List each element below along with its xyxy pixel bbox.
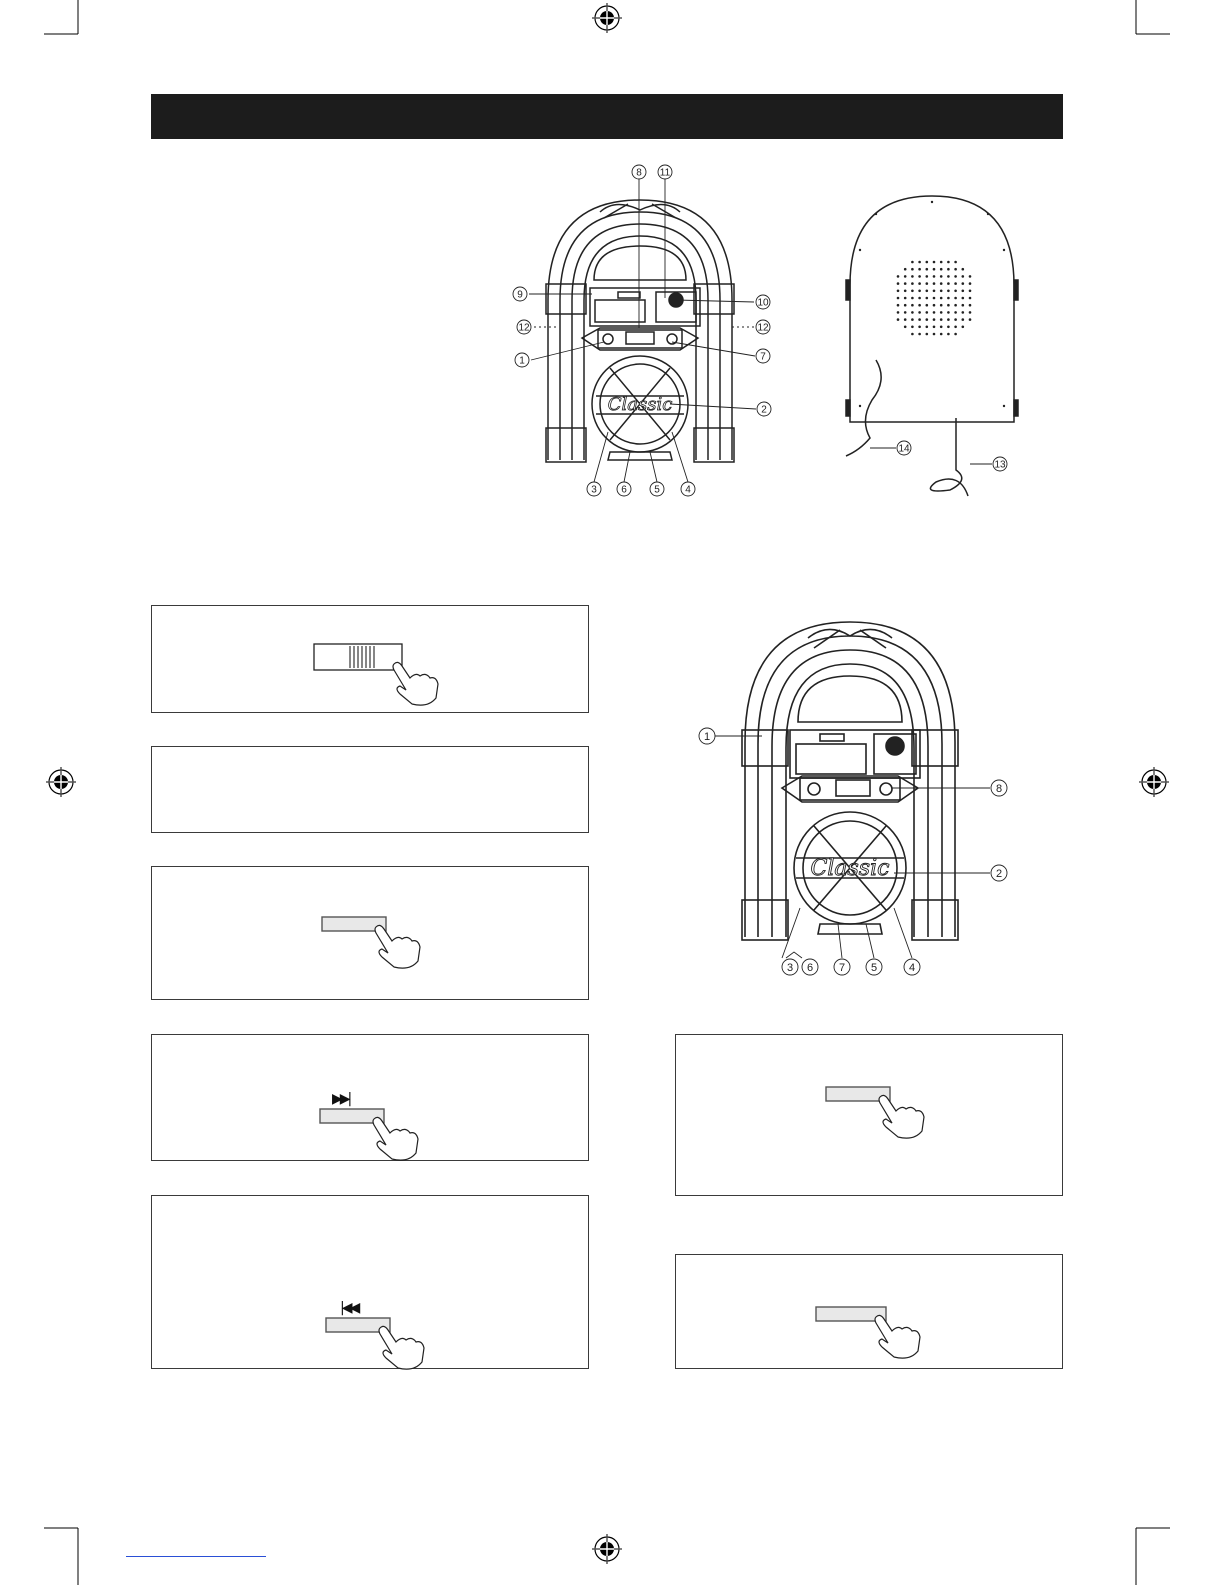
grille-dot	[962, 268, 965, 271]
grille-dot	[940, 311, 943, 314]
grille-dot	[904, 318, 907, 321]
grille-dot	[926, 268, 929, 271]
grille-dot	[911, 268, 914, 271]
blank-panel	[151, 746, 589, 833]
button-press-panel-1	[151, 866, 589, 1000]
grille-dot	[904, 326, 907, 329]
grille-dot	[933, 297, 936, 300]
grille-dot	[954, 275, 957, 278]
grille-dot	[918, 282, 921, 285]
grille-dot	[962, 326, 965, 329]
grille-dot	[926, 311, 929, 314]
grille-dot	[962, 318, 965, 321]
callout-label: 7	[760, 351, 766, 363]
callout-label: 5	[654, 484, 660, 496]
grille-dot	[918, 297, 921, 300]
grille-dot	[962, 282, 965, 285]
grille-dot	[911, 333, 914, 336]
grille-dot	[954, 261, 957, 264]
grille-dot	[947, 268, 950, 271]
grille-dot	[940, 268, 943, 271]
skip-back-panel	[151, 1195, 589, 1369]
callout-label: 5	[870, 962, 878, 974]
grille-dot	[940, 326, 943, 329]
grille-dot	[911, 261, 914, 264]
button-press-icon	[814, 1303, 924, 1363]
grille-dot	[911, 326, 914, 329]
grille-dot	[904, 311, 907, 314]
jukebox-front-diagram	[500, 160, 790, 505]
grille-dot	[962, 275, 965, 278]
callout-label: 2	[761, 404, 767, 416]
grille-dot	[918, 275, 921, 278]
grille-dot	[940, 297, 943, 300]
registration-mark-top	[592, 3, 622, 33]
grille-dot	[947, 304, 950, 307]
grille-dot	[926, 326, 929, 329]
grille-dot	[954, 326, 957, 329]
grille-dot	[947, 297, 950, 300]
button-press-icon	[318, 1105, 428, 1165]
button-press-icon	[320, 913, 430, 973]
button-press-icon	[824, 1083, 934, 1143]
callout-label: 4	[908, 962, 916, 974]
slide-switch-panel	[151, 605, 589, 713]
grille-dot	[947, 318, 950, 321]
skip-back-icon: |◀◀	[340, 1300, 358, 1316]
grille-dot	[911, 290, 914, 293]
grille-dot	[904, 268, 907, 271]
grille-dot	[940, 318, 943, 321]
grille-dot	[897, 290, 900, 293]
grille-dot	[933, 268, 936, 271]
grille-dot	[918, 304, 921, 307]
slide-switch-icon	[312, 642, 442, 708]
grille-dot	[897, 318, 900, 321]
grille-dot	[904, 304, 907, 307]
grille-dot	[940, 333, 943, 336]
grille-dot	[897, 275, 900, 278]
grille-dot	[926, 261, 929, 264]
grille-dot	[954, 333, 957, 336]
registration-mark-left	[46, 767, 76, 797]
grille-dot	[947, 311, 950, 314]
jukebox-rear-diagram	[840, 190, 1030, 510]
grille-dot	[933, 304, 936, 307]
grille-dot	[904, 290, 907, 293]
grille-dot	[897, 297, 900, 300]
grille-dot	[962, 311, 965, 314]
grille-dot	[933, 326, 936, 329]
grille-dot	[933, 318, 936, 321]
section-header-bar	[151, 94, 1063, 139]
callout-label: 11	[659, 167, 671, 179]
callout-label: 1	[703, 731, 711, 743]
grille-dot	[904, 275, 907, 278]
callout-label: 4	[685, 484, 691, 496]
grille-dot	[904, 297, 907, 300]
grille-dot	[897, 304, 900, 307]
grille-dot	[947, 261, 950, 264]
callout-label: 7	[838, 962, 846, 974]
grille-dot	[933, 333, 936, 336]
grille-dot	[933, 282, 936, 285]
grille-dot	[947, 333, 950, 336]
grille-dot	[940, 304, 943, 307]
grille-dot	[947, 275, 950, 278]
callout-label: 6	[621, 484, 627, 496]
grille-dot	[918, 318, 921, 321]
jukebox-emblem-text: Classic	[607, 394, 673, 415]
registration-mark-bottom	[592, 1534, 622, 1564]
callout-label: 3	[591, 484, 597, 496]
grille-dot	[926, 282, 929, 285]
skip-forward-panel	[151, 1034, 589, 1161]
callout-label: 1	[519, 355, 525, 367]
grille-dot	[911, 297, 914, 300]
grille-dot	[940, 282, 943, 285]
grille-dot	[897, 311, 900, 314]
grille-dot	[911, 318, 914, 321]
grille-dot	[947, 282, 950, 285]
grille-dot	[933, 275, 936, 278]
grille-dot	[969, 304, 972, 307]
grille-dot	[940, 275, 943, 278]
callout-label: 6	[806, 962, 814, 974]
grille-dot	[911, 282, 914, 285]
callout-label: 10	[757, 297, 769, 309]
grille-dot	[911, 304, 914, 307]
grille-dot	[897, 282, 900, 285]
grille-dot	[933, 311, 936, 314]
grille-dot	[962, 290, 965, 293]
grille-dot	[962, 297, 965, 300]
jukebox-emblem-text: Classic	[810, 856, 890, 881]
jukebox-control-diagram	[690, 612, 1035, 987]
grille-dot	[969, 290, 972, 293]
callout-label: 9	[517, 289, 523, 301]
grille-dot	[954, 268, 957, 271]
grille-dot	[969, 311, 972, 314]
grille-dot	[954, 318, 957, 321]
grille-dot	[926, 333, 929, 336]
grille-dot	[954, 304, 957, 307]
grille-dot	[969, 318, 972, 321]
callout-label: 13	[994, 459, 1006, 471]
button-press-panel-3	[675, 1254, 1063, 1369]
grille-dot	[918, 268, 921, 271]
grille-dot	[918, 290, 921, 293]
grille-dot	[911, 275, 914, 278]
grille-dot	[954, 282, 957, 285]
grille-dot	[947, 326, 950, 329]
callout-label: 3	[786, 962, 794, 974]
callout-label: 2	[995, 868, 1003, 880]
grille-dot	[918, 333, 921, 336]
grille-dot	[918, 326, 921, 329]
grille-dot	[933, 261, 936, 264]
skip-forward-icon: ▶▶|	[332, 1091, 350, 1107]
grille-dot	[969, 282, 972, 285]
callout-label: 12	[757, 322, 769, 334]
grille-dot	[962, 304, 965, 307]
grille-dot	[926, 304, 929, 307]
grille-dot	[918, 311, 921, 314]
callout-label: 8	[995, 783, 1003, 795]
grille-dot	[926, 290, 929, 293]
grille-dot	[940, 290, 943, 293]
grille-dot	[933, 290, 936, 293]
button-press-icon	[324, 1314, 434, 1374]
grille-dot	[947, 290, 950, 293]
grille-dot	[969, 275, 972, 278]
registration-mark-right	[1139, 767, 1169, 797]
callout-label: 8	[636, 167, 642, 179]
grille-dot	[911, 311, 914, 314]
grille-dot	[926, 318, 929, 321]
grille-dot	[904, 282, 907, 285]
grille-dot	[918, 261, 921, 264]
grille-dot	[926, 275, 929, 278]
button-press-panel-2	[675, 1034, 1063, 1196]
grille-dot	[926, 297, 929, 300]
grille-dot	[954, 297, 957, 300]
grille-dot	[954, 290, 957, 293]
grille-dot	[969, 297, 972, 300]
footer-link-underline[interactable]	[126, 1556, 266, 1557]
grille-dot	[954, 311, 957, 314]
grille-dot	[940, 261, 943, 264]
callout-label: 14	[898, 443, 910, 455]
callout-label: 12	[518, 322, 530, 334]
